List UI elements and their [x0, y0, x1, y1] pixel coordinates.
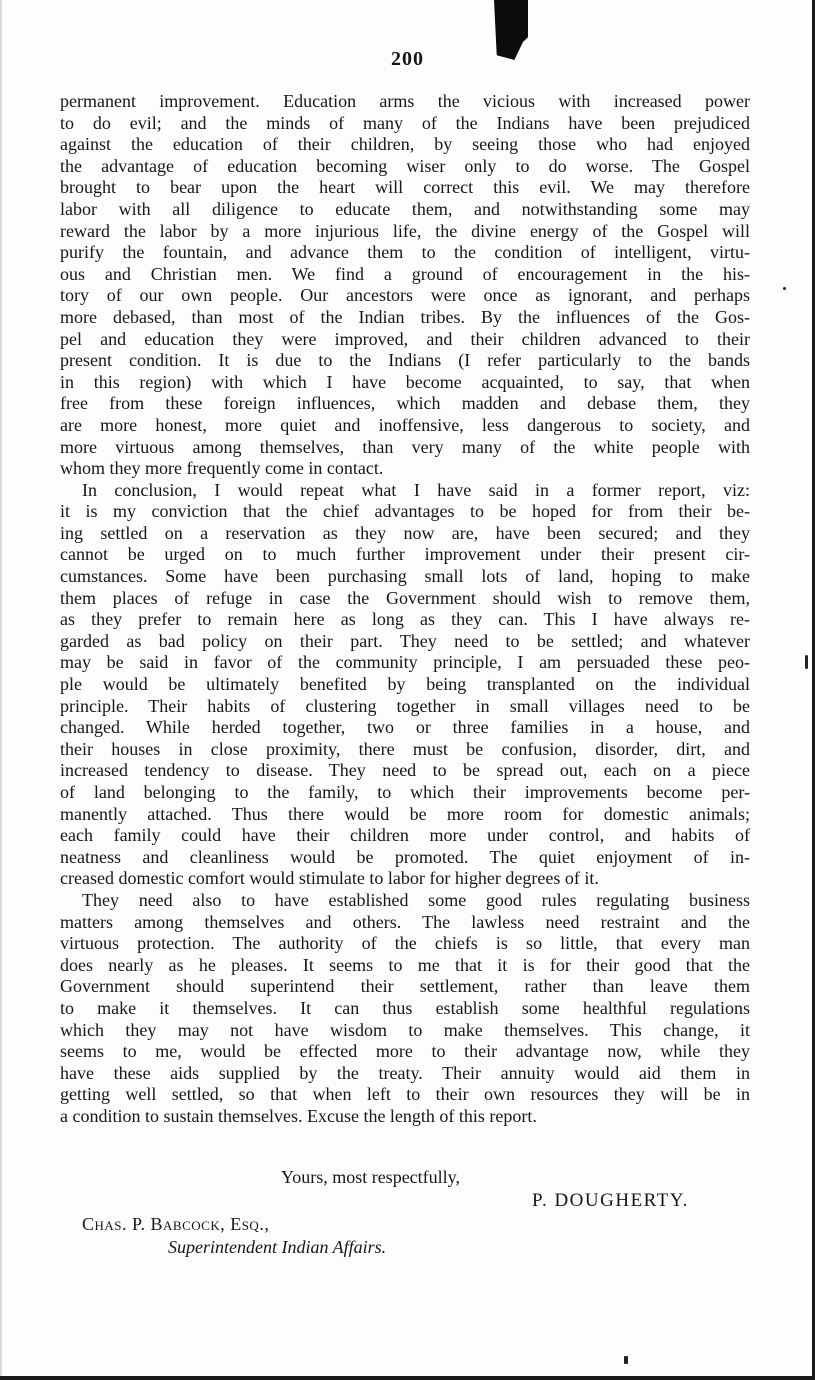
- text-line: getting well settled, so that when left to their own resources they will be in: [60, 1084, 750, 1105]
- text-line: them places of refuge in case the Government should wish to remove them,: [60, 587, 750, 608]
- ink-speck: [624, 1356, 628, 1364]
- text-line: ple would be ultimately benefited by being transplanted on the individual: [60, 674, 750, 695]
- text-line: Government should superintend their settlement, rather than leave them: [60, 976, 750, 997]
- text-line: to do evil; and the minds of many of the Indians have been prejudiced: [60, 112, 750, 133]
- text-line: to make it themselves. It can thus establish some healthful regulations: [60, 997, 750, 1018]
- text-line: They need also to have established some good rules regulating business: [82, 889, 750, 910]
- text-line: ous and Christian men. We find a ground of encouragement in the his-: [60, 263, 750, 284]
- text-line: are more honest, more quiet and inoffensive, less dangerous to society, and: [60, 414, 750, 435]
- ink-speck: [783, 287, 786, 290]
- text-line: present condition. It is due to the Indians (I refer particularly to the bands: [60, 350, 750, 371]
- text-line: each family could have their children more under control, and habits of: [60, 825, 750, 846]
- text-line: changed. While herded together, two or three families in a house, and: [60, 717, 750, 738]
- text-line: as they prefer to remain here as long as they can. This I have always re-: [60, 609, 750, 630]
- text-line: more debased, than most of the Indian tribes. By the influences of the Gos-: [60, 306, 750, 327]
- text-line: pel and education they were improved, and their children advanced to their: [60, 328, 750, 349]
- text-line: the advantage of education becoming wiser only to do worse. The Gospel: [60, 155, 750, 176]
- page-number: 200: [391, 48, 424, 70]
- ink-speck: [805, 655, 808, 669]
- text-line: may be said in favor of the community principle, I am persuaded these peo-: [60, 652, 750, 673]
- text-line: against the education of their children, by seeing those who had enjoyed: [60, 134, 750, 155]
- text-line: manently attached. Thus there would be more room for domestic animals;: [60, 803, 750, 824]
- text-line: purify the fountain, and advance them to the condition of intelligent, virtu-: [60, 242, 750, 263]
- signature: P. DOUGHERTY.: [532, 1190, 689, 1211]
- addressee-title: Superintendent Indian Affairs.: [168, 1237, 387, 1257]
- text-line: in this region) with which I have become acquainted, to say, that when: [60, 371, 750, 392]
- text-line: reward the labor by a more injurious life, the divine energy of the Gospel will: [60, 220, 750, 241]
- text-line: of land belonging to the family, to which their improvements become per-: [60, 782, 750, 802]
- text-line: it is my conviction that the chief advantages to be hoped for from their be-: [60, 501, 750, 522]
- text-line: creased domestic comfort would stimulate to labor for higher degrees of it.: [60, 868, 599, 889]
- text-line: ing settled on a reservation as they now are, have been secured; and they: [60, 522, 750, 543]
- addressee-name: Chas. P. Babcock, Esq.,: [82, 1214, 270, 1234]
- text-line: garded as bad policy on their part. They need to be settled; and whatever: [60, 630, 750, 651]
- text-line: have these aids supplied by the treaty. Their annuity would aid them in: [60, 1062, 750, 1083]
- text-line: virtuous protection. The authority of the chiefs is so little, that every man: [60, 933, 750, 954]
- text-line: tory of our own people. Our ancestors were once as ignorant, and perhaps: [60, 285, 750, 306]
- text-line: which they may not have wisdom to make themselves. This change, it: [60, 1019, 750, 1040]
- closing-salutation: Yours, most respectfully,: [281, 1167, 460, 1187]
- text-line: does nearly as he pleases. It seems to me that it is for their good that the: [60, 954, 750, 975]
- text-line: their houses in close proximity, there must be confusion, disorder, dirt, and: [60, 738, 750, 759]
- page-edge-left: [0, 0, 2, 1380]
- text-line: cannot be urged on to much further improvement under their present cir-: [60, 544, 750, 565]
- text-line: cumstances. Some have been purchasing small lots of land, hoping to make: [60, 566, 750, 587]
- text-line: seems to me, would be effected more to their advantage now, while they: [60, 1041, 750, 1062]
- text-line: matters among themselves and others. The lawless need restraint and the: [60, 911, 750, 932]
- text-line: permanent improvement. Education arms the vicious with increased power: [60, 91, 750, 111]
- text-line: increased tendency to disease. They need to be spread out, each on a piece: [60, 760, 750, 781]
- text-line: whom they more frequently come in contact.: [60, 458, 384, 479]
- text-line: brought to bear upon the heart will correct this evil. We may therefore: [60, 177, 750, 198]
- page-edge-bottom: [0, 1376, 815, 1380]
- text-line: In conclusion, I would repeat what I have said in a former report, viz:: [82, 479, 750, 500]
- text-line: principle. Their habits of clustering together in small villages need to be: [60, 695, 750, 716]
- text-line: labor with all diligence to educate them, and notwithstanding some may: [60, 198, 750, 219]
- report-body: [60, 91, 750, 1128]
- text-line: more virtuous among themselves, than very many of the white people with: [60, 436, 750, 457]
- text-line: neatness and cleanliness would be promoted. The quiet enjoyment of in-: [60, 846, 750, 867]
- text-line: a condition to sustain themselves. Excuse the length of this report.: [60, 1105, 537, 1126]
- text-line: free from these foreign influences, which madden and debase them, they: [60, 393, 750, 414]
